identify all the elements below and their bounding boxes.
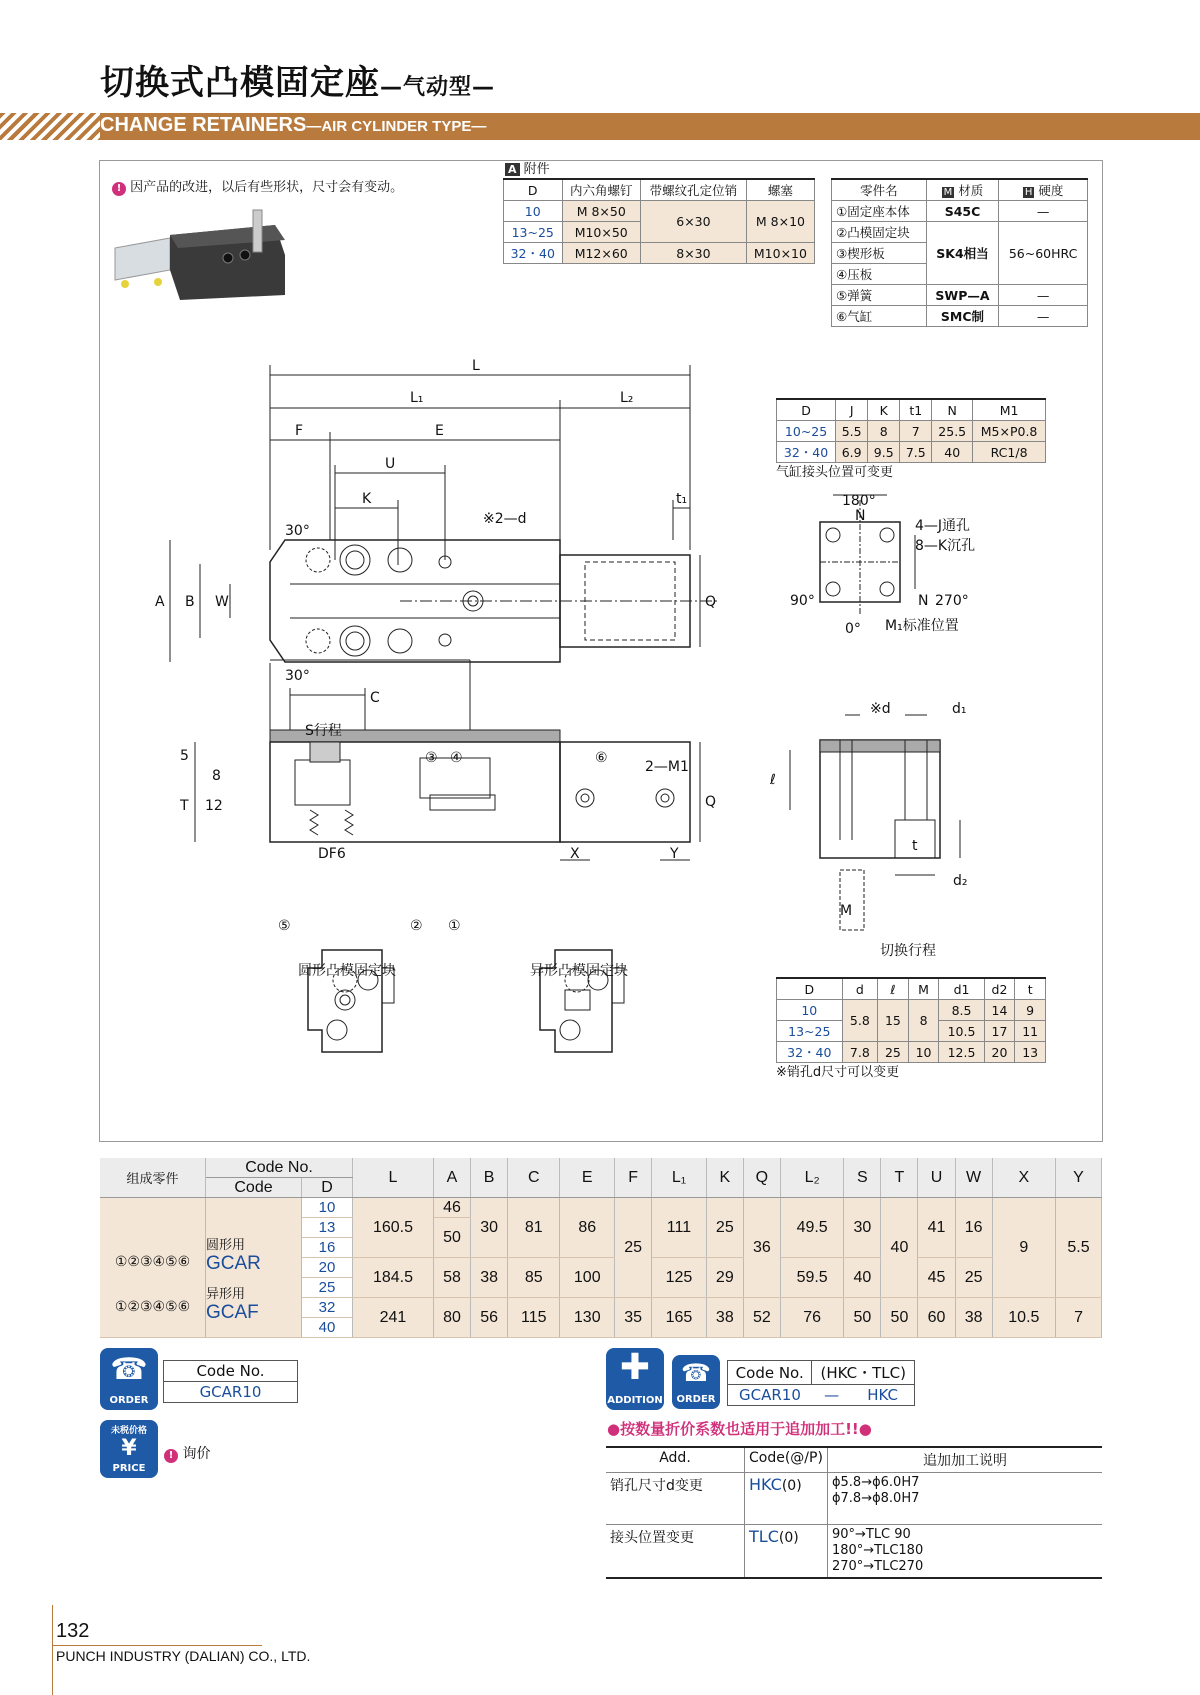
type-label-2: 异形用 (206, 1285, 246, 1301)
d-cell: 5.8 (842, 1000, 878, 1042)
cell: 38 (955, 1298, 992, 1338)
d-value: 20 (302, 1258, 353, 1278)
product-notice: ! 因产品的改进，以后有些形状，尺寸会有变动。 (112, 176, 403, 196)
cell: 30 (471, 1198, 508, 1258)
col-header-code-no: Code No. (206, 1158, 353, 1178)
col-header: K (706, 1158, 743, 1198)
part-callout-2: ② (410, 918, 423, 934)
d-cell: 13~25 (777, 1021, 843, 1042)
jk-header: D (777, 399, 836, 421)
price-text: 询价 (182, 1446, 211, 1462)
order-icon[interactable] (100, 1348, 158, 1410)
col-header: L (353, 1158, 434, 1198)
cell: 50 (844, 1298, 881, 1338)
cell: 29 (706, 1258, 743, 1298)
col-header: B (471, 1158, 508, 1198)
cell: 50 (881, 1298, 918, 1338)
dim-label-L1: L₁ (410, 390, 424, 406)
cell: 56 (471, 1298, 508, 1338)
d-cell: 14 (984, 1000, 1015, 1021)
addition-code-header2: (HKC・TLC) (812, 1361, 915, 1385)
parts-list-1: ①②③④⑤⑥ (114, 1252, 191, 1269)
cell: 81 (508, 1198, 560, 1258)
code-gcaf: GCAF (206, 1301, 259, 1323)
cell: 59.5 (780, 1258, 843, 1298)
jk-cell: 40 (932, 442, 973, 463)
col-header: L₁ (652, 1158, 707, 1198)
col-header: X (992, 1158, 1055, 1198)
jk-header: J (836, 399, 868, 421)
addition-icon-label: ADDITION (607, 1395, 663, 1406)
add-code-value: HKC (749, 1475, 782, 1494)
cell: 130 (560, 1298, 615, 1338)
mat-header-hardness (999, 179, 1088, 201)
cell: 35 (615, 1298, 652, 1338)
price-icon (100, 1420, 158, 1478)
product-photo (110, 200, 290, 310)
d-cell: 15 (878, 1000, 909, 1042)
dim-label-angle: 30° (285, 668, 310, 684)
dim-label-m1: 2—M1 (645, 759, 689, 775)
d-cell: 11 (1015, 1021, 1046, 1042)
mat-cell: — (999, 201, 1088, 222)
addition-icon[interactable] (606, 1348, 664, 1410)
dim-label-M: M (840, 903, 853, 919)
acc-cell: M10×10 (746, 243, 814, 264)
dim-label-stroke: S行程 (305, 723, 342, 739)
materials-table (831, 178, 1088, 327)
dim-label-d: ※d (870, 701, 891, 717)
dim-label-B: B (185, 594, 195, 610)
type-label-1: 圆形用 (206, 1236, 246, 1252)
dim-label-d2: d₂ (953, 873, 968, 889)
cell: 100 (560, 1258, 615, 1298)
cell: 115 (508, 1298, 560, 1338)
dim-label-E: E (435, 423, 444, 439)
d-cell: 20 (984, 1042, 1015, 1063)
acc-header-plug: 螺塞 (746, 179, 814, 201)
jk-cell: 5.5 (836, 421, 868, 442)
angle-label-0: 0° (845, 621, 861, 637)
acc-cell: M 8×50 (562, 201, 640, 222)
cell: 80 (433, 1298, 470, 1338)
d-cell: 17 (984, 1021, 1015, 1042)
accessories-caption (505, 158, 550, 177)
cell: 40 (844, 1258, 881, 1298)
yen-icon: ¥ (121, 1436, 137, 1461)
d-value: 13 (302, 1218, 353, 1238)
code-gcar: GCAR (206, 1252, 261, 1274)
addition-code-value2: HKC (851, 1385, 914, 1406)
d-cell: 10 (908, 1042, 939, 1063)
english-title: CHANGE RETAINERS—AIR CYLINDER TYPE— (100, 114, 487, 136)
dim-label-t1: t₁ (676, 491, 688, 507)
hole-label-j: 4—J通孔 (915, 518, 971, 534)
col-header: A (433, 1158, 470, 1198)
cell: 41 (918, 1198, 955, 1258)
add-code-price: (0) (781, 1478, 802, 1494)
d-header: d (842, 978, 878, 1000)
price-icon-label: PRICE (112, 1463, 146, 1474)
banner-stripes (0, 113, 100, 140)
round-block-label: 圆形凸模固定块 (298, 963, 396, 979)
jk-cell: RC1/8 (973, 442, 1046, 463)
col-header: T (881, 1158, 918, 1198)
jk-cell: M5×P0.8 (973, 421, 1046, 442)
dim-label-5: 5 (180, 748, 189, 764)
d-cell: 10 (777, 1000, 843, 1021)
add-code-price: (0) (778, 1530, 799, 1546)
d-note: ※销孔d尺寸可以变更 (776, 1065, 900, 1080)
footer-hline (52, 1645, 262, 1646)
hole-label-k: 8—K沉孔 (915, 538, 976, 554)
cell: 38 (706, 1298, 743, 1338)
accessories-label: 附件 (523, 162, 550, 177)
dim-label-F: F (295, 423, 304, 439)
add-row-name: 销孔尺寸d变更 (610, 1478, 703, 1494)
col-header: S (844, 1158, 881, 1198)
d-value: 32 (302, 1298, 353, 1318)
cell: 76 (780, 1298, 843, 1338)
dim-label-angle: 30° (285, 523, 310, 539)
d-cell: 9 (1015, 1000, 1046, 1021)
dim-label-A: A (155, 594, 165, 610)
cell: 60 (918, 1298, 955, 1338)
part-callout-1: ① (448, 918, 461, 934)
phone-icon: ☎ (681, 1359, 711, 1387)
mat-cell: SWP—A (926, 285, 998, 306)
dim-label-K: K (362, 491, 372, 507)
jk-cell: 32・40 (777, 442, 836, 463)
dim-label-Y: Y (670, 846, 679, 862)
cell: 85 (508, 1258, 560, 1298)
order-code-table (163, 1360, 298, 1403)
order-icon-label: ORDER (109, 1395, 149, 1406)
d-header: D (777, 978, 843, 1000)
mat-cell: ⑤弹簧 (832, 285, 927, 306)
cell: 30 (844, 1198, 881, 1258)
title-suffix: —气动型— (380, 75, 496, 100)
jk-cell: 10~25 (777, 421, 836, 442)
angle-label-180: 180° (842, 493, 876, 509)
accessories-table (503, 178, 815, 264)
d-header: M (908, 978, 939, 1000)
add-code-value: TLC (749, 1527, 779, 1546)
dim-label-X: X (570, 846, 580, 862)
m1-position-label: M₁标准位置 (885, 618, 959, 634)
page-title: 切换式凸模固定座—气动型— (100, 63, 496, 103)
cell: 10.5 (992, 1298, 1055, 1338)
cell: 25 (955, 1258, 992, 1298)
mat-header-label: 材质 (958, 183, 984, 198)
addition-order-icon[interactable] (672, 1355, 720, 1409)
mat-cell: ③楔形板 (832, 243, 927, 264)
company-name: PUNCH INDUSTRY (DALIAN) CO., LTD. (56, 1648, 311, 1664)
cell: 40 (881, 1198, 918, 1298)
cell: 16 (955, 1198, 992, 1258)
add-header-desc: 追加加工说明 (922, 1453, 1007, 1469)
cell: 46 (433, 1198, 470, 1218)
dim-label-Q: Q (705, 594, 717, 610)
cell: 125 (652, 1258, 707, 1298)
code-cell (206, 1198, 302, 1338)
part-list-cell (100, 1198, 206, 1338)
dim-label-12: 12 (205, 798, 223, 814)
order-code-header: Code No. (164, 1361, 298, 1382)
mat-cell: ①固定座本体 (832, 201, 927, 222)
jk-cell: 7 (900, 421, 932, 442)
part-callout-5: ⑤ (278, 918, 291, 934)
acc-cell: 6×30 (640, 201, 746, 243)
add-row-code (745, 1525, 828, 1579)
col-header-code: Code (206, 1178, 302, 1198)
angle-label-90: 90° (790, 593, 815, 609)
english-subtitle: —AIR CYLINDER TYPE— (306, 118, 487, 135)
mat-cell: ⑥气缸 (832, 306, 927, 327)
d-cell: 8 (908, 1000, 939, 1042)
dim-label-df6: DF6 (318, 846, 346, 862)
add-row-code (745, 1473, 828, 1525)
cell: 38 (471, 1258, 508, 1298)
dim-label-N: N (855, 508, 866, 524)
dim-label-Q: Q (705, 794, 717, 810)
cell: 241 (353, 1298, 434, 1338)
d-header: t (1015, 978, 1046, 1000)
acc-cell: 13~25 (504, 222, 563, 243)
col-header: C (508, 1158, 560, 1198)
col-header-d: D (302, 1178, 353, 1198)
addition-code-header: Code No. (728, 1361, 812, 1385)
cell: 86 (560, 1198, 615, 1258)
shaped-block-label: 异形凸模固定块 (530, 963, 628, 979)
dimension-table (100, 1158, 1102, 1338)
mat-cell: SK4相当 (926, 222, 998, 285)
dim-label-W: W (215, 594, 229, 610)
cell: 45 (918, 1258, 955, 1298)
jk-cell: 25.5 (932, 421, 973, 442)
mat-cell: SMC制 (926, 306, 998, 327)
cell: 49.5 (780, 1198, 843, 1258)
col-header: E (560, 1158, 615, 1198)
cell: 52 (743, 1298, 780, 1338)
parts-list-2: ①②③④⑤⑥ (114, 1297, 191, 1314)
cell: 25 (706, 1198, 743, 1258)
dim-label-C: C (370, 690, 380, 706)
mat-cell: — (999, 306, 1088, 327)
mat-header-label: 硬度 (1038, 183, 1064, 198)
cell: 111 (652, 1198, 707, 1258)
dim-label-t: t (912, 838, 918, 854)
add-desc-line: 270°→TLC270 (831, 1559, 924, 1574)
col-header: L₂ (780, 1158, 843, 1198)
dim-label-hole: ※2—d (483, 511, 527, 527)
jk-header: N (932, 399, 973, 421)
jk-cell: 8 (868, 421, 900, 442)
d-header: d2 (984, 978, 1015, 1000)
acc-cell: 8×30 (640, 243, 746, 264)
jk-header: t1 (900, 399, 932, 421)
jk-cell: 9.5 (868, 442, 900, 463)
cell: 25 (615, 1198, 652, 1298)
d-value: 25 (302, 1278, 353, 1298)
addition-code-table (727, 1360, 915, 1406)
jk-cell: 7.5 (900, 442, 932, 463)
cell: 50 (433, 1218, 470, 1258)
col-header: W (955, 1158, 992, 1198)
add-row-name: 接头位置变更 (610, 1530, 694, 1546)
price-inquiry (164, 1443, 210, 1463)
dim-label-L2: L₂ (620, 390, 634, 406)
notice-icon: ! (112, 182, 126, 196)
acc-header-screw: 内六角螺钉 (562, 179, 640, 201)
dim-label-ell: ℓ (770, 772, 776, 788)
acc-cell: M10×50 (562, 222, 640, 243)
part-callout-3: ③ (425, 750, 438, 766)
add-header-name: Add. (659, 1450, 691, 1466)
mat-header-material (926, 179, 998, 201)
d-value: 16 (302, 1238, 353, 1258)
cell: 5.5 (1056, 1198, 1102, 1298)
mat-cell: ④压板 (832, 264, 927, 285)
add-desc-line: ϕ7.8→ϕ8.0H7 (831, 1491, 920, 1506)
jk-cell: 6.9 (836, 442, 868, 463)
mat-cell: S45C (926, 201, 998, 222)
switch-stroke-label: 切换行程 (880, 943, 936, 959)
addition-notice: ●按数量折价系数也适用于追加加工!!● (607, 1420, 872, 1438)
alert-icon: ! (164, 1449, 178, 1463)
acc-cell: 32・40 (504, 243, 563, 264)
acc-cell: M12×60 (562, 243, 640, 264)
add-header-code: Code(@/P) (745, 1447, 828, 1473)
mat-cell: 56~60HRC (999, 222, 1088, 285)
add-desc-line: ϕ5.8→ϕ6.0H7 (831, 1475, 920, 1490)
add-row-desc (827, 1525, 1102, 1579)
mat-cell: — (999, 285, 1088, 306)
mat-badge: M (943, 187, 953, 198)
d-cell: 10.5 (939, 1021, 984, 1042)
d-header: ℓ (878, 978, 909, 1000)
col-header: U (918, 1158, 955, 1198)
hard-badge: H (1024, 187, 1033, 198)
mat-header-part: 零件名 (832, 179, 927, 201)
jk-header: M1 (973, 399, 1046, 421)
footer-vline (52, 1605, 53, 1695)
jk-note: 气缸接头位置可变更 (776, 465, 894, 480)
cell: 36 (743, 1198, 780, 1298)
acc-header-d: D (504, 179, 563, 201)
mat-cell: ②凸模固定块 (832, 222, 927, 243)
angle-label-270: 270° (935, 593, 969, 609)
d-cell: 12.5 (939, 1042, 984, 1063)
d-header: d1 (939, 978, 984, 1000)
d-value: 40 (302, 1318, 353, 1338)
dim-label-U: U (385, 456, 396, 472)
d-cell: 32・40 (777, 1042, 843, 1063)
order-code-value: GCAR10 (164, 1382, 298, 1403)
acc-header-pin: 带螺纹孔定位销 (640, 179, 746, 201)
dim-label-N: N (918, 593, 929, 609)
add-row-desc (827, 1473, 1102, 1525)
part-callout-4: ④ (450, 750, 463, 766)
cell: 9 (992, 1198, 1055, 1298)
cell: 160.5 (353, 1198, 434, 1258)
add-desc-line: 90°→TLC 90 (831, 1527, 911, 1542)
col-header: F (615, 1158, 652, 1198)
jk-header: K (868, 399, 900, 421)
acc-cell: M 8×10 (746, 201, 814, 243)
col-header: Y (1056, 1158, 1102, 1198)
cell: 58 (433, 1258, 470, 1298)
page-number: 132 (56, 1620, 90, 1642)
col-header-part: 组成零件 (100, 1158, 206, 1198)
addition-order-label: ORDER (676, 1394, 716, 1405)
d-cell: 25 (878, 1042, 909, 1063)
add-desc-line: 180°→TLC180 (831, 1543, 924, 1558)
dim-label-L: L (472, 358, 480, 374)
d-value: 10 (302, 1198, 353, 1218)
dim-label-d1: d₁ (952, 701, 967, 717)
d-cell: 8.5 (939, 1000, 984, 1021)
plus-icon: ✚ (619, 1347, 651, 1388)
phone-icon: ☎ (110, 1352, 148, 1387)
cell: 7 (1056, 1298, 1102, 1338)
cell: 184.5 (353, 1258, 434, 1298)
addition-table (606, 1446, 1102, 1579)
cell: 165 (652, 1298, 707, 1338)
technical-drawing (100, 340, 1100, 1140)
d-cell: 13 (1015, 1042, 1046, 1063)
addition-code-value: GCAR10 (728, 1385, 812, 1406)
accessories-badge: A (505, 163, 520, 176)
addition-code-dash: — (812, 1385, 851, 1406)
dim-label-8: 8 (212, 768, 221, 784)
col-header: Q (743, 1158, 780, 1198)
part-callout-6: ⑥ (595, 750, 608, 766)
price-icon-top: 未税价格 (110, 1426, 147, 1436)
acc-cell: 10 (504, 201, 563, 222)
d-cell: 7.8 (842, 1042, 878, 1063)
dim-label-T: T (180, 798, 189, 814)
